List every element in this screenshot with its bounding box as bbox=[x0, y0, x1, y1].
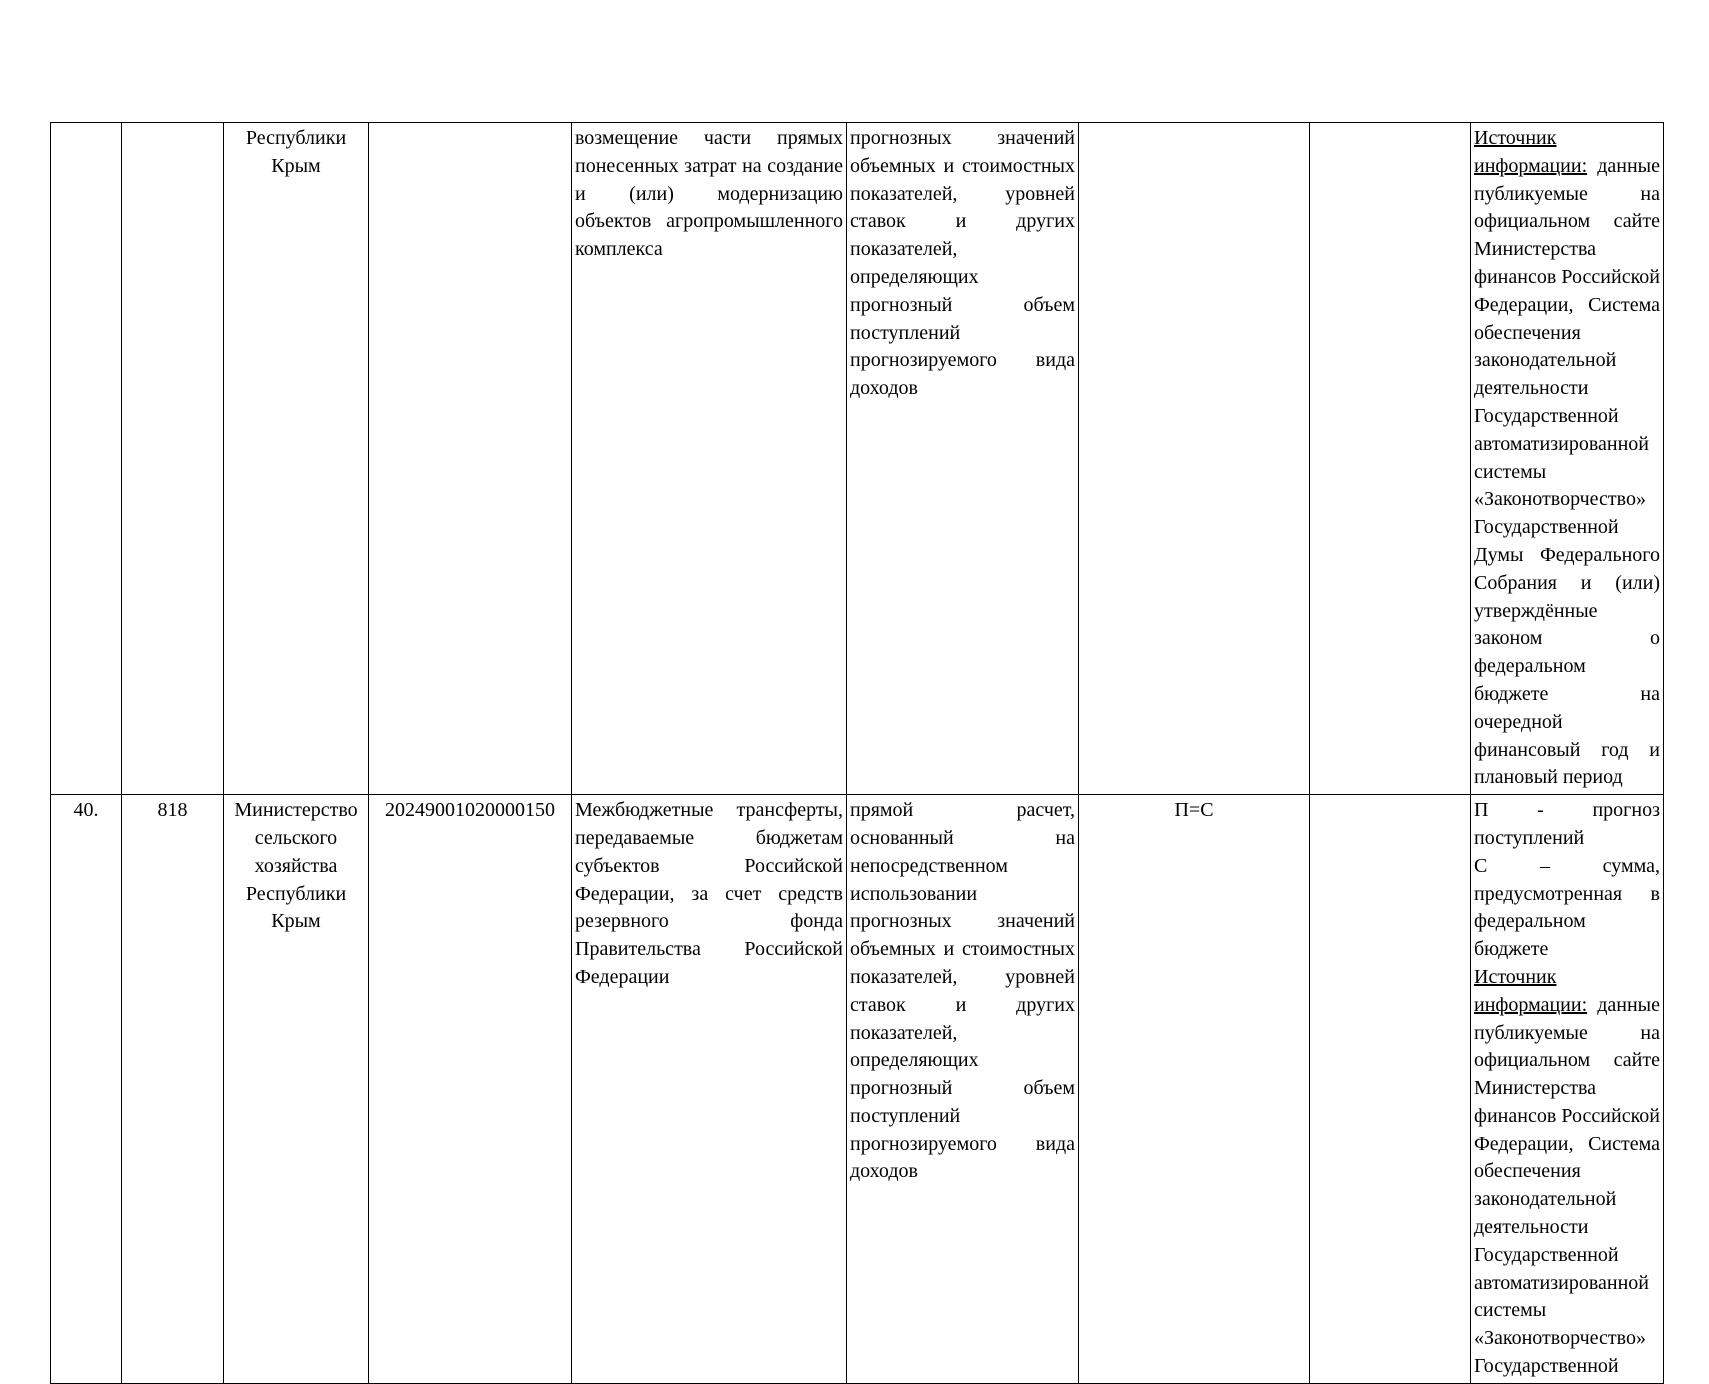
income-name-cell: Межбюджетные трансферты, передаваемые бюджетам субъектов Российской Федерации, за счет средств резервного фонда Правительства Российской Федерации bbox=[572, 795, 847, 1384]
row-number-cell bbox=[51, 123, 122, 795]
authority-line: Министерство bbox=[234, 799, 358, 822]
formula-cell: П=С bbox=[1079, 795, 1310, 1384]
authority-line: Республики bbox=[245, 127, 347, 149]
method-cell: прогнозных значений объемных и стоимостных показателей, уровней ставок и других показателей, определяющих прогнозный объем поступлений прогнозируемого вида доходов bbox=[847, 123, 1079, 795]
income-forecast-table bbox=[50, 122, 1664, 1384]
authority-cell bbox=[224, 795, 369, 1384]
income-name-cell: возмещение части прямых понесенных затрат на создание и (или) модернизацию объектов агропромышленного комплекса bbox=[572, 123, 847, 795]
kbk-code-cell bbox=[369, 123, 572, 795]
source-label: Источник информации: bbox=[1474, 127, 1588, 177]
authority-line: сельского bbox=[254, 826, 338, 849]
authority-line: хозяйства bbox=[254, 854, 338, 877]
admin-code-cell: 818 bbox=[122, 795, 224, 1384]
admin-code-cell bbox=[122, 123, 224, 795]
source-text: данные публикуемые на официальном сайте Министерства финансов Российской Федерации, Система обеспечения законодательной деятельности Государственной автоматизированной системы «Законотворчество» Государственной Думы Федерального Собрания и (или) утверждённые законом о федеральном бюджете на очередной финансовый год и плановый период bbox=[1474, 154, 1660, 789]
authority-line: Крым bbox=[271, 910, 321, 933]
notes-cell bbox=[1471, 123, 1664, 795]
formula-cell bbox=[1079, 123, 1310, 795]
algorithm-cell bbox=[1310, 795, 1471, 1384]
authority-line: Крым bbox=[271, 154, 321, 177]
definition-p: П - прогноз поступлений bbox=[1474, 799, 1660, 849]
table-row bbox=[51, 123, 1664, 795]
kbk-code-cell: 20249001020000150 bbox=[369, 795, 572, 1384]
row-number-cell: 40. bbox=[51, 795, 122, 1384]
table-row bbox=[51, 795, 1664, 1384]
source-text: данные публикуемые на официальном сайте Министерства финансов Российской Федерации, Система обеспечения законодательной деятельности Государственной автоматизированной системы «Законотворчество» Государственной bbox=[1474, 993, 1660, 1378]
authority-line: Республики bbox=[245, 882, 347, 905]
method-cell: прямой расчет, основанный на непосредственном использовании прогнозных значений объемных и стоимостных показателей, уровней ставок и других показателей, определяющих прогнозный объем поступлений прогнозируемого вида доходов bbox=[847, 795, 1079, 1384]
algorithm-cell bbox=[1310, 123, 1471, 795]
source-label: Источник информации: bbox=[1474, 965, 1588, 1016]
definition-c: С – сумма, предусмотренная в федеральном бюджете bbox=[1474, 854, 1660, 961]
notes-cell bbox=[1471, 795, 1664, 1384]
authority-cell bbox=[224, 123, 369, 795]
